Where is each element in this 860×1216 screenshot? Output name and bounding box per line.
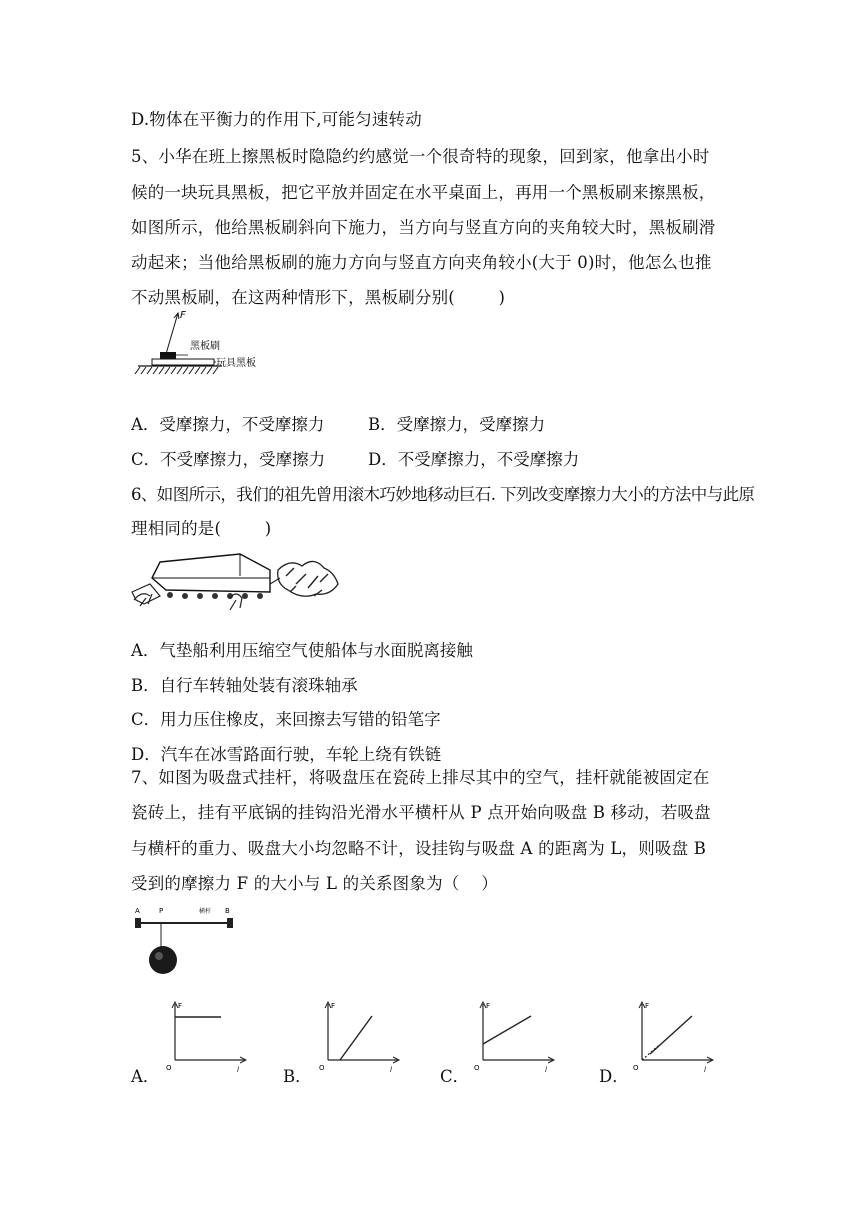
q6-option-d: D．汽车在冰雪路面行驶，车轮上绕有铁链 [131, 745, 442, 764]
q5-option-d: D．不受摩擦力，不受摩擦力 [368, 450, 580, 469]
q7-graph-c-x-label: l [545, 1066, 547, 1074]
q6-option-a: A．气垫船利用压缩空气使船体与水面脱离接触 [131, 641, 473, 660]
q4-option-d: D.物体在平衡力的作用下,可能匀速转动 [131, 110, 422, 129]
q6-option-c: C．用力压住橡皮，来回擦去写错的铅笔字 [131, 710, 441, 729]
q7-graph-a-label: A． [131, 1067, 160, 1086]
q6-text-line-1: 6、如图所示，我们的祖先曾用滚木巧妙地移动巨石. 下列改变摩擦力大小的方法中与此原 [131, 485, 755, 504]
q7-graph-a-y-label: F [178, 1002, 183, 1010]
q5-board-label: 玩具黑板 [216, 358, 256, 369]
q5-text-line-1: 5、小华在班上擦黑板时隐隐约约感觉一个很奇特的现象，回到家，他拿出小时 [131, 147, 710, 166]
q6-rolling-logs-figure [130, 548, 350, 616]
q7-graph-d [632, 998, 717, 1078]
q5-text-line-5: 不动黑板刷，在这两种情形下，黑板刷分别( ) [131, 288, 506, 307]
q5-text-line-4: 动起来；当他给黑板刷的施力方向与竖直方向夹角较小(大于 0)时，他怎么也推 [131, 253, 712, 272]
q5-option-a: A．受摩擦力，不受摩擦力 [131, 415, 325, 434]
q7-graph-a-origin: O [166, 1064, 172, 1072]
q7-graph-c-origin: O [474, 1064, 480, 1072]
q7-label-b: B [225, 907, 230, 915]
q6-text-line-2: 理相同的是( ) [131, 519, 272, 538]
q7-graph-d-origin: O [633, 1064, 639, 1072]
q7-text-line-3: 与横杆的重力、吸盘大小均忽略不计，设挂钩与吸盘 A 的距离为 L，则吸盘 B [131, 839, 707, 858]
q7-graph-b [318, 998, 403, 1078]
q5-force-label: F [180, 310, 186, 321]
q7-graph-b-x-label: l [390, 1066, 392, 1074]
q7-text-line-4: 受到的摩擦力 F 的大小与 L 的关系图象为（ ） [131, 874, 498, 893]
q7-graph-d-label: D． [599, 1067, 629, 1086]
q5-text-line-3: 如图所示，他给黑板刷斜向下施力，当方向与竖直方向的夹角较大时，黑板刷滑 [131, 218, 716, 237]
q7-graph-b-origin: O [319, 1064, 325, 1072]
q7-graph-b-label: B． [283, 1067, 312, 1086]
q7-graph-a [165, 998, 250, 1078]
q7-graph-b-y-label: F [331, 1002, 336, 1010]
q7-graph-a-x-label: l [237, 1066, 239, 1074]
q7-graph-c-label: C． [440, 1067, 470, 1086]
q7-label-p: P [159, 907, 164, 915]
q7-label-a: A [135, 907, 140, 915]
q7-label-rod: 横杆 [199, 908, 212, 915]
q5-option-b: B．受摩擦力，受摩擦力 [368, 415, 546, 434]
q5-option-c: C．不受摩擦力，受摩擦力 [131, 450, 326, 469]
q7-suction-hanger-figure [133, 904, 243, 980]
q5-brush-label: 黑板刷 [190, 341, 220, 352]
q7-graph-c-y-label: F [486, 1002, 491, 1010]
q7-text-line-2: 瓷砖上，挂有平底锅的挂钩沿光滑水平横杆从 P 点开始向吸盘 B 移动，若吸盘 [131, 803, 711, 822]
q5-blackboard-figure [130, 306, 280, 382]
q7-graph-d-y-label: F [645, 1002, 650, 1010]
q5-text-line-2: 候的一块玩具黑板，把它平放并固定在水平桌面上，再用一个黑板刷来擦黑板， [131, 183, 716, 202]
q7-graph-d-x-label: l [704, 1066, 706, 1074]
q6-option-b: B．自行车转轴处装有滚珠轴承 [131, 676, 358, 695]
q7-graph-c [473, 998, 558, 1078]
q7-text-line-1: 7、如图为吸盘式挂杆，将吸盘压在瓷砖上排尽其中的空气，挂杆就能被固定在 [131, 768, 710, 787]
